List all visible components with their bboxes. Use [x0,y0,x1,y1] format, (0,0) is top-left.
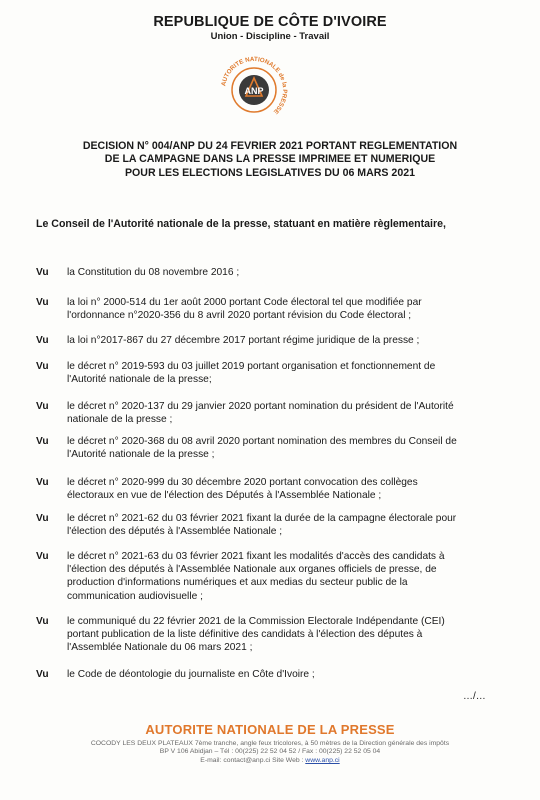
national-motto: Union - Discipline - Travail [210,31,330,42]
vu-label: Vu [36,361,49,372]
vu-text: la Constitution du 08 novembre 2016 ; [67,267,240,278]
anp-logo [216,52,292,128]
vu-text: le décret n° 2020-368 du 08 avril 2020 portant nomination des membres du Conseil de l'Autorité nationale de la presse ; [67,436,457,461]
footer-org-name: AUTORITE NATIONALE DE LA PRESSE [145,722,395,737]
title-line: DECISION N° 004/ANP DU 24 FEVRIER 2021 PORTANT REGLEMENTATION [82,140,458,152]
vu-label: Vu [36,616,49,627]
republic-heading: REPUBLIQUE DE CÔTE D'IVOIRE [153,14,387,30]
footer-phone: BP V 106 Abidjan – Tél : 00(225) 22 52 04 52 / Fax : 00(225) 22 52 05 04 [159,748,381,755]
intro-statement: Le Conseil de l'Autorité nationale de la presse, statuant en matière règlementaire, [36,218,446,230]
title-line: POUR LES ELECTIONS LEGISLATIVES DU 06 MARS 2021 [124,166,415,179]
page-continuation: …/… [463,691,486,702]
vu-text: le décret n° 2020-137 du 29 janvier 2020 portant nomination du président de l'Autorité nationale de la presse ; [67,401,454,426]
vu-label: Vu [36,436,49,447]
website-link[interactable]: www.anp.ci [305,757,340,764]
footer-contact [0,757,540,765]
vu-label: Vu [36,513,49,524]
vu-label: Vu [36,551,49,562]
footer-email: E-mail: contact@anp.ci Site Web : [200,757,306,764]
logo-center-text: ANP [244,86,264,96]
vu-label: Vu [36,669,49,680]
vu-label: Vu [36,401,49,412]
vu-text: le décret n° 2021-63 du 03 février 2021 fixant les modalités d'accès des candidats à l'élection des députés à l'Assemblée Nationale aux organes officiels de presse, de production d'informations numériques et aux medias du secteur public de la communication audiovisuelle ; [67,551,445,602]
title-line: DE LA CAMPAGNE DANS LA PRESSE IMPRIMEE ET NUMERIQUE [104,153,436,166]
document-header [0,14,540,42]
vu-label: Vu [36,477,49,488]
vu-label: Vu [36,335,49,346]
vu-label: Vu [36,267,49,278]
vu-text: le décret n° 2020-999 du 30 décembre 2020 portant convocation des collèges électoraux en vue de l'élection des Députés à l'Assemblée Nationale ; [67,477,418,502]
logo-ring-text: AUTORITE NATIONALE de la PRESSE [220,55,289,116]
decision-title [40,140,500,180]
vu-text: le décret n° 2019-593 du 03 juillet 2019 portant organisation et fonctionnement de l'Autorité nationale de la presse; [67,361,436,386]
vu-text: le communiqué du 22 février 2021 de la Commission Electorale Indépendante (CEI) portant publication de la liste définitive des candidats à l'élection des députes à l'Assemblée Nationale du 06 mars 2021 ; [67,616,445,654]
vu-text: le décret n° 2021-62 du 03 février 2021 fixant la durée de la campagne électorale pour l'élection des députés à l'Assemblée Nationale ; [67,513,457,538]
vu-text: la loi n° 2000-514 du 1er août 2000 portant Code électoral tel que modifiée par l'ordonnance n°2020-356 du 8 avril 2020 portant révision du Code électoral ; [67,297,422,322]
vu-text: le Code de déontologie du journaliste en Côte d'Ivoire ; [67,669,315,680]
footer-address: COCODY LES DEUX PLATEAUX 7ème tranche, angle feux tricolores, à 50 mètres de la Direction générale des impôts [90,740,450,747]
vu-text: la loi n°2017-867 du 27 décembre 2017 portant régime juridique de la presse ; [67,335,420,346]
vu-label: Vu [36,297,49,308]
